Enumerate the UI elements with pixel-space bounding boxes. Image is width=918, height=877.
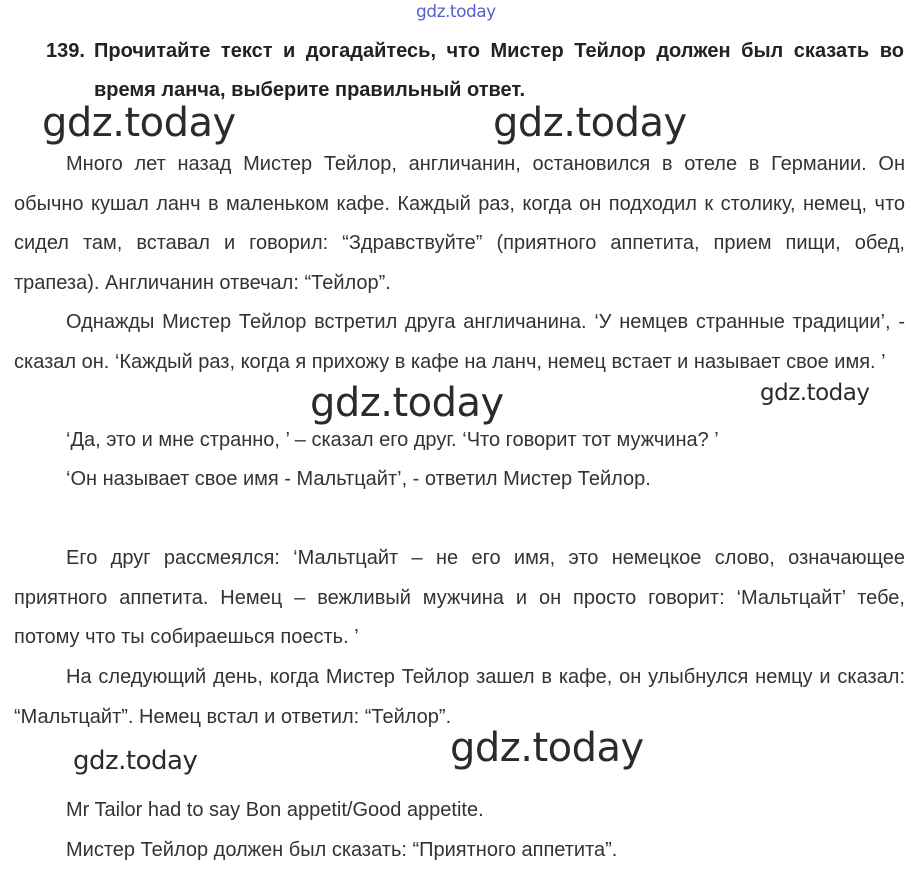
- story-paragraph-1: Много лет назад Мистер Тейлор, англичанин, остановился в отеле в Германии. Он обычно кушал ланч в маленьком кафе. Каждый раз, когда он подходил к столику, немец, что сидел там, вставал и говорил: “Здравствуйте” (приятного аппетита, прием пищи, обед, трапеза). Англичанин отвечал: “Тейлор”.: [14, 153, 905, 294]
- answer-english: Mr Tailor had to say Bon appetit/Good appetite.: [66, 799, 484, 821]
- watermark: gdz.today: [73, 746, 198, 776]
- task-number: 139.: [46, 40, 85, 62]
- watermark-top: gdz.today: [416, 2, 496, 22]
- story-paragraph-4: ‘Он называет свое имя - Мальтцайт’, - ответил Мистер Тейлор.: [66, 468, 651, 490]
- task-text: Прочитайте текст и догадайтесь, что Мистер Тейлор должен был сказать во время ланча, выберите правильный ответ.: [94, 40, 904, 101]
- watermark: gdz.today: [42, 100, 236, 146]
- answer-russian: Мистер Тейлор должен был сказать: “Приятного аппетита”.: [66, 839, 618, 861]
- story-paragraph-2: Однажды Мистер Тейлор встретил друга англичанина. ‘У немцев странные традиции’, - сказал он. ‘Каждый раз, когда я прихожу в кафе на ланч, немец встает и называет свое имя. ’: [14, 311, 905, 373]
- watermark: gdz.today: [760, 380, 870, 406]
- story-paragraph-6: На следующий день, когда Мистер Тейлор зашел в кафе, он улыбнулся немцу и сказал: “Мальтцайт”. Немец встал и ответил: “Тейлор”.: [14, 666, 905, 728]
- watermark: gdz.today: [310, 380, 504, 426]
- task-heading: [46, 32, 904, 110]
- watermark: gdz.today: [450, 725, 644, 771]
- story-paragraph-3: ‘Да, это и мне странно, ’ – сказал его друг. ‘Что говорит тот мужчина? ’: [66, 429, 719, 451]
- watermark: gdz.today: [493, 100, 687, 146]
- story-paragraph-5: Его друг рассмеялся: ‘Мальтцайт – не его имя, это немецкое слово, означающее приятного аппетита. Немец – вежливый мужчина и он просто говорит: ‘Мальтцайт’ тебе, потому что ты собираешься поесть. ’: [14, 547, 905, 648]
